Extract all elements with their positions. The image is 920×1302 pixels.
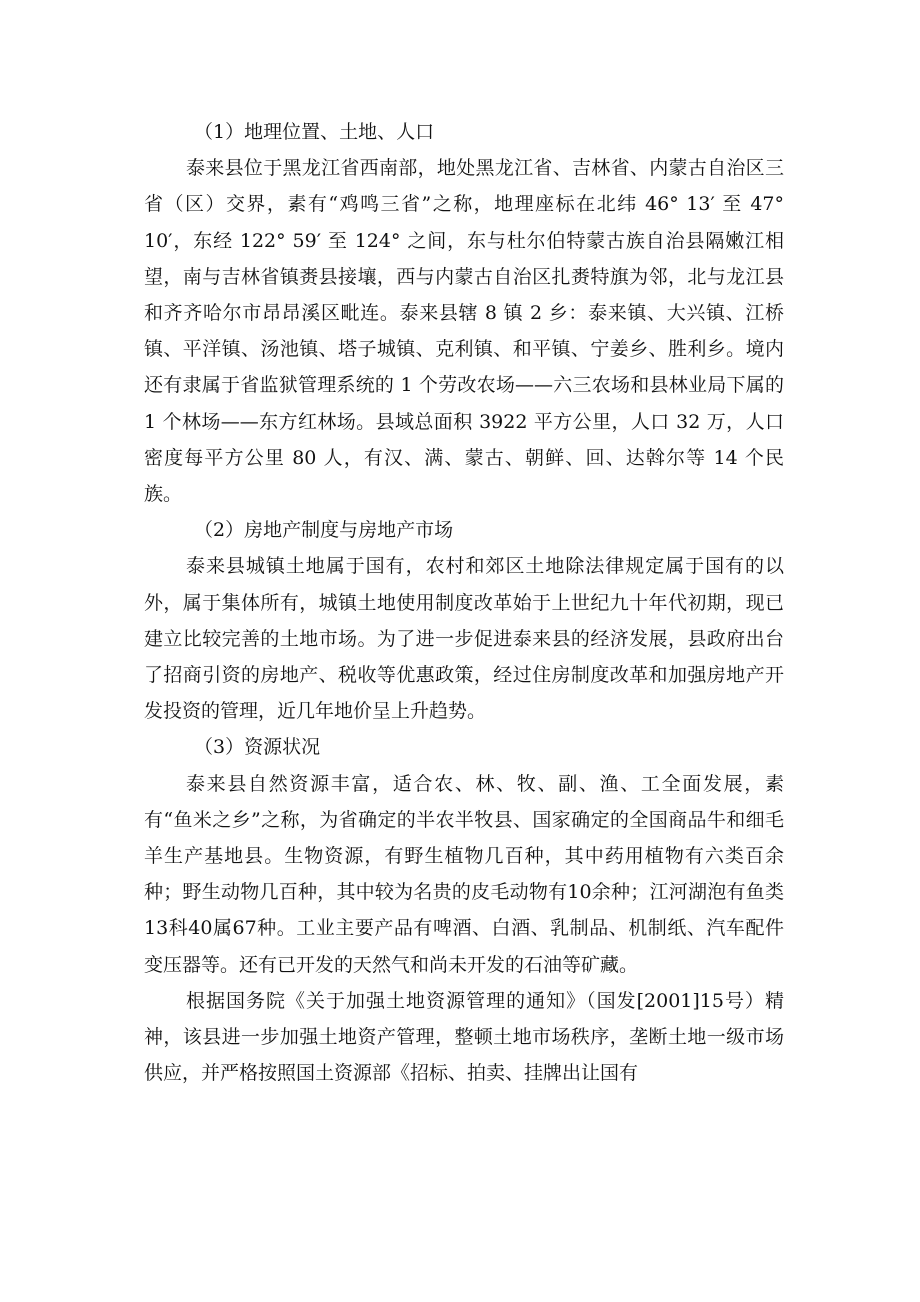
section-heading-resources: （3）资源状况	[194, 736, 321, 759]
paragraph-real-estate: 泰来县城镇土地属于国有，农村和郊区土地除法律规定属于国有的以外，属于集体所有，城镇土地使用制度改革始于上世纪九十年代初期，现已建立比较完善的土地市场。为了进一步促进泰来县的经济发展，县政府出台了招商引资的房地产、税收等优惠政策，经过住房制度改革和加强房地产开发投资的管理，近几年地价呈上升趋势。	[144, 555, 784, 723]
document-body	[144, 114, 784, 1091]
section-heading-real-estate: （2）房地产制度与房地产市场	[194, 519, 454, 542]
paragraph-resources: 泰来县自然资源丰富，适合农、林、牧、副、渔、工全面发展，素有“鱼米之乡”之称，为省确定的半农半牧县、国家确定的全国商品牛和细毛羊生产基地县。生物资源，有野生植物几百种，其中药用植物有六类百余种；野生动物几百种，其中较为名贵的皮毛动物有10余种；江河湖泡有鱼类13科40属67种。工业主要产品有啤酒、白酒、乳制品、机制纸、汽车配件变压器等。还有已开发的天然气和尚未开发的石油等矿藏。	[144, 772, 784, 976]
paragraph-geography: 泰来县位于黑龙江省西南部，地处黑龙江省、吉林省、内蒙古自治区三省（区）交界，素有“鸡鸣三省”之称，地理座标在北纬 46° 13′ 至 47° 10′，东经 122° 59′ 至 124° 之间，东与杜尔伯特蒙古族自治县隔嫩江相望，南与吉林省镇赉县接壤，西与内蒙古自治区扎赉特旗为邻，北与龙江县和齐齐哈尔市昂昂溪区毗连。泰来县辖 8 镇 2 乡：泰来镇、大兴镇、江桥镇、平洋镇、汤池镇、塔子城镇、克利镇、和平镇、宁姜乡、胜利乡。境内还有隶属于省监狱管理系统的 1 个劳改农场——六三农场和县林业局下属的 1 个林场——东方红林场。县域总面积 3922 平方公里，人口 32 万，人口密度每平方公里 80 人，有汉、满、蒙古、朝鲜、回、达斡尔等 14 个民族。	[144, 157, 784, 506]
paragraph-land-management: 根据国务院《关于加强土地资源管理的通知》（国发[2001]15号）精神，该县进一步加强土地资产管理，整顿土地市场秩序，垄断土地一级市场供应，并严格按照国土资源部《招标、拍卖、挂牌出让国有	[144, 989, 784, 1085]
section-heading-geography: （1）地理位置、土地、人口	[194, 121, 435, 143]
